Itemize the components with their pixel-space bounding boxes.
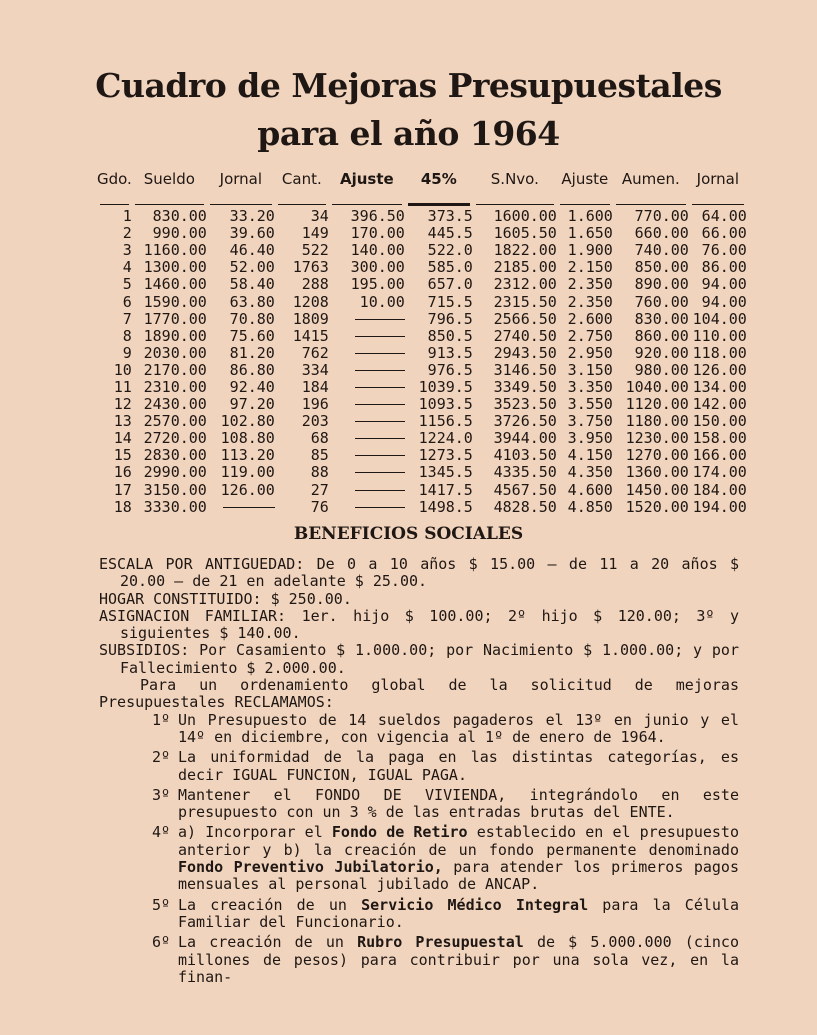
table-cell: 27 (310, 480, 329, 499)
table-cell: 102.80 (220, 412, 275, 431)
table-cell: 2.350 (567, 275, 613, 294)
table-cell: 39.60 (229, 224, 275, 243)
subsidios-paragraph: SUBSIDIOS: Por Casamiento $ 1.000.00; por Nacimiento $ 1.000.00; y por Fallecimiento $ 2.000.00. (99, 641, 739, 677)
table-cell: 1273.5 (418, 446, 473, 465)
table-cell: 1417.5 (418, 480, 473, 499)
table-cell: 3.550 (567, 395, 613, 414)
table-row (97, 328, 747, 345)
table-cell: 88 (310, 463, 329, 482)
table-body (97, 208, 747, 516)
table-row (97, 430, 747, 447)
table-cell: 3944.00 (493, 429, 557, 448)
blank-dash (355, 507, 405, 508)
text-run: La uniformidad de la paga en las distintas categorías, es decir IGUAL FUNCION, IGUAL PAGA. (178, 748, 739, 784)
table-cell: 12 (113, 395, 132, 414)
table-cell: 4.600 (567, 480, 613, 499)
table-cell (329, 499, 405, 516)
table-cell: 2.150 (567, 258, 613, 277)
table-cell: 1415 (292, 326, 329, 345)
table-cell: 980.00 (634, 360, 689, 379)
table-cell: 2.950 (567, 343, 613, 362)
blank-dash (355, 455, 405, 456)
table-cell: 10 (113, 360, 132, 379)
table-cell: 976.5 (427, 360, 473, 379)
table-row (97, 311, 747, 328)
table-cell: 2830.00 (143, 446, 207, 465)
table-cell: 1120.00 (625, 395, 689, 414)
table-cell: 63.80 (229, 292, 275, 311)
hogar-paragraph: HOGAR CONSTITUIDO: $ 250.00. (99, 589, 352, 608)
table-cell: 4567.50 (493, 480, 557, 499)
table-cell: 770.00 (634, 207, 689, 226)
table-cell: 1230.00 (625, 429, 689, 448)
table-cell (329, 396, 405, 413)
table-cell: 5 (122, 275, 132, 294)
table-cell: 850.5 (427, 326, 473, 345)
table-cell: 92.40 (229, 377, 275, 396)
table-cell: 11 (113, 377, 132, 396)
demand-text (178, 897, 739, 932)
table-cell: 715.5 (427, 292, 473, 311)
table-cell: 196 (301, 395, 329, 414)
table-cell: 170.00 (350, 224, 405, 243)
table-cell: 94.00 (701, 275, 747, 294)
table-cell: 15 (113, 446, 132, 465)
table-cell: 46.40 (229, 241, 275, 260)
table-cell: 194.00 (692, 497, 747, 516)
budget-table (97, 170, 747, 516)
table-cell: 16 (113, 463, 132, 482)
column-header: Cant. (281, 170, 322, 188)
table-cell: 3726.50 (493, 412, 557, 431)
table-cell: 373.5 (427, 207, 473, 226)
table-cell: 2740.50 (493, 326, 557, 345)
table-cell: 585.0 (427, 258, 473, 277)
emphasis-text: Servicio Médico Integral (361, 895, 589, 914)
table-cell: 1450.00 (625, 480, 689, 499)
text-run: La creación de un (178, 895, 362, 914)
table-cell (329, 430, 405, 447)
table-cell: 1590.00 (143, 292, 207, 311)
table-cell: 2.350 (567, 292, 613, 311)
table-cell: 52.00 (229, 258, 275, 277)
column-header: Ajuste (561, 170, 609, 188)
table-cell: 4 (122, 258, 132, 277)
demand-item (99, 824, 739, 893)
table-cell: 119.00 (220, 463, 275, 482)
table-cell: 18 (113, 497, 132, 516)
table-cell: 3.750 (567, 412, 613, 431)
table-cell: 3150.00 (143, 480, 207, 499)
table-cell: 166.00 (692, 446, 747, 465)
demand-text (178, 749, 739, 784)
table-cell: 1.650 (567, 224, 613, 243)
table-cell: 913.5 (427, 343, 473, 362)
table-cell: 1300.00 (143, 258, 207, 277)
table-cell: 288 (301, 275, 329, 294)
table-cell: 660.00 (634, 224, 689, 243)
blank-dash (355, 319, 405, 320)
section-title: BENEFICIOS SOCIALES (293, 524, 524, 544)
escala-paragraph: ESCALA POR ANTIGUEDAD: De 0 a 10 años $ 15.00 — de 11 a 20 años $ 20.00 — de 21 en adelante $ 25.00. (99, 555, 739, 591)
table-cell: 1093.5 (418, 395, 473, 414)
table-cell: 1.900 (567, 241, 613, 260)
table-cell (329, 482, 405, 499)
demand-number: 5º (151, 895, 170, 914)
table-cell: 1345.5 (418, 463, 473, 482)
table-cell: 113.20 (220, 446, 275, 465)
table-cell: 184.00 (692, 480, 747, 499)
column-header: Jornal (696, 170, 740, 188)
blank-dash (355, 404, 405, 405)
table-cell: 2.750 (567, 326, 613, 345)
intro-paragraph: Para un ordenamiento global de la solicitud de mejoras Presupuestales RECLAMAMOS: (99, 676, 739, 712)
table-cell: 830.00 (152, 207, 207, 226)
column-header: Jornal (219, 170, 263, 188)
table-row (97, 379, 747, 396)
emphasis-text: Fondo de Retiro (331, 823, 468, 842)
table-cell: 76.00 (701, 241, 747, 260)
column-header: Aumen. (621, 170, 680, 188)
table-cell: 522 (301, 241, 329, 260)
benefits-text (99, 556, 739, 986)
table-cell: 830.00 (634, 309, 689, 328)
table-cell: 3349.50 (493, 377, 557, 396)
demand-text (178, 787, 739, 822)
table-cell: 3.350 (567, 377, 613, 396)
table-cell: 3.150 (567, 360, 613, 379)
table-cell: 110.00 (692, 326, 747, 345)
table-cell: 75.60 (229, 326, 275, 345)
table-cell: 150.00 (692, 412, 747, 431)
table-cell: 94.00 (701, 292, 747, 311)
table-cell: 2170.00 (143, 360, 207, 379)
asignacion-paragraph: ASIGNACION FAMILIAR: 1er. hijo $ 100.00; 2º hijo $ 120.00; 3º y siguientes $ 140.00. (99, 606, 739, 643)
table-cell: 1770.00 (143, 309, 207, 328)
table-cell: 126.00 (220, 480, 275, 499)
table-cell: 2185.00 (493, 258, 557, 277)
page-subtitle: para el año 1964 (257, 114, 560, 153)
table-cell: 3330.00 (143, 497, 207, 516)
table-cell: 2 (122, 224, 132, 243)
table-cell: 1600.00 (493, 207, 557, 226)
table-cell: 1890.00 (143, 326, 207, 345)
table-cell: 4.150 (567, 446, 613, 465)
table-cell: 1 (122, 207, 132, 226)
emphasis-text: Fondo Preventivo Jubilatorio, (178, 858, 443, 877)
table-cell: 860.00 (634, 326, 689, 345)
blank-dash (355, 387, 405, 388)
table-cell: 445.5 (427, 224, 473, 243)
table-cell: 10.00 (359, 292, 405, 311)
table-cell: 76 (310, 497, 329, 516)
table-row (97, 396, 747, 413)
table-cell: 396.50 (350, 207, 405, 226)
table-cell: 1270.00 (625, 446, 689, 465)
table-row (97, 447, 747, 464)
table-cell: 850.00 (634, 258, 689, 277)
table-cell: 158.00 (692, 429, 747, 448)
table-cell: 58.40 (229, 275, 275, 294)
table-cell: 4828.50 (493, 497, 557, 516)
text-run: de $ 5.000.000 (cinco millones de pesos) para contribuir por una sola vez, en la finan- (178, 933, 739, 986)
column-header: Sueldo (143, 170, 195, 188)
blank-dash (355, 370, 405, 371)
table-cell: 149 (301, 224, 329, 243)
table-cell: 203 (301, 412, 329, 431)
blank-dash (355, 490, 405, 491)
demands-list (99, 712, 739, 986)
text-run: establecido en el presupuesto anterior y b) la creación de un fondo permanente denominado (178, 823, 739, 859)
table-cell: 2943.50 (493, 343, 557, 362)
table-cell: 33.20 (229, 207, 275, 226)
table-cell: 134.00 (692, 377, 747, 396)
table-row (97, 259, 747, 276)
table-cell: 1498.5 (418, 497, 473, 516)
table-cell: 118.00 (692, 343, 747, 362)
emphasis-text: Rubro Presupuestal (357, 933, 524, 952)
text-run: La creación de un (178, 933, 358, 952)
table-cell: 2312.00 (493, 275, 557, 294)
table-cell: 2570.00 (143, 412, 207, 431)
table-cell: 86.80 (229, 360, 275, 379)
table-cell: 1822.00 (493, 241, 557, 260)
table-row (97, 276, 747, 293)
table-cell (329, 464, 405, 481)
demand-number: 2º (151, 748, 170, 767)
column-header: S.Nvo. (490, 170, 539, 188)
table-cell: 9 (122, 343, 132, 362)
table-cell: 300.00 (350, 258, 405, 277)
table-cell (329, 328, 405, 345)
table-row (97, 345, 747, 362)
table-cell: 3146.50 (493, 360, 557, 379)
table-cell: 34 (310, 207, 329, 226)
table-cell: 1460.00 (143, 275, 207, 294)
text-run: a) Incorporar el (178, 823, 332, 842)
table-row (97, 293, 747, 310)
table-cell (329, 362, 405, 379)
table-cell: 1360.00 (625, 463, 689, 482)
table-cell: 2310.00 (143, 377, 207, 396)
table-cell: 4.350 (567, 463, 613, 482)
table-cell: 17 (113, 480, 132, 499)
table-cell: 760.00 (634, 292, 689, 311)
column-header: Ajuste (339, 170, 394, 188)
table-cell: 1.600 (567, 207, 613, 226)
table-row (97, 225, 747, 242)
table-cell: 1763 (292, 258, 329, 277)
demand-number: 4º (151, 823, 170, 842)
table-cell: 70.80 (229, 309, 275, 328)
table-cell: 657.0 (427, 275, 473, 294)
table-cell: 2566.50 (493, 309, 557, 328)
table-row (97, 482, 747, 499)
table-cell (329, 379, 405, 396)
table-cell: 2430.00 (143, 395, 207, 414)
table-cell: 184 (301, 377, 329, 396)
table-cell: 85 (310, 446, 329, 465)
table-cell: 4.850 (567, 497, 613, 516)
table-cell: 1180.00 (625, 412, 689, 431)
table-cell: 1156.5 (418, 412, 473, 431)
column-header: Gdo. (97, 170, 132, 188)
table-row (97, 499, 747, 516)
table-cell: 108.80 (220, 429, 275, 448)
blank-dash (355, 421, 405, 422)
demand-item (99, 749, 739, 784)
table-cell: 140.00 (350, 241, 405, 260)
demand-number: 3º (151, 785, 170, 804)
table-cell: 126.00 (692, 360, 747, 379)
table-cell: 1809 (292, 309, 329, 328)
blank-dash (355, 336, 405, 337)
demand-text (178, 934, 739, 986)
table-cell: 1040.00 (625, 377, 689, 396)
table-cell: 4335.50 (493, 463, 557, 482)
table-cell: 1605.50 (493, 224, 557, 243)
table-cell (329, 311, 405, 328)
text-run: para atender los primeros pagos mensuales al personal jubilado de ANCAP. (178, 858, 739, 894)
table-cell (329, 345, 405, 362)
table-cell: 104.00 (692, 309, 747, 328)
table-cell: 762 (301, 343, 329, 362)
table-cell: 13 (113, 412, 132, 431)
text-run: Mantener el FONDO DE VIVIENDA, integrándolo en este presupuesto con un 3 % de las entradas brutas del ENTE. (178, 785, 739, 822)
table-row (97, 362, 747, 379)
table-cell: 3523.50 (493, 395, 557, 414)
demand-item (99, 787, 739, 822)
text-run: para la Célula Familiar del Funcionario. (178, 895, 739, 931)
table-cell: 334 (301, 360, 329, 379)
table-cell: 890.00 (634, 275, 689, 294)
table-cell: 522.0 (427, 241, 473, 260)
table-cell: 97.20 (229, 395, 275, 414)
table-cell: 1208 (292, 292, 329, 311)
table-cell: 2720.00 (143, 429, 207, 448)
table-cell: 66.00 (701, 224, 747, 243)
table-cell: 68 (310, 429, 329, 448)
blank-dash (223, 507, 275, 508)
table-cell: 1520.00 (625, 497, 689, 516)
table-cell: 1160.00 (143, 241, 207, 260)
table-cell: 4103.50 (493, 446, 557, 465)
table-cell: 64.00 (701, 207, 747, 226)
table-cell: 2990.00 (143, 463, 207, 482)
blank-dash (355, 438, 405, 439)
table-cell: 3 (122, 241, 132, 260)
table-cell: 6 (122, 292, 132, 311)
table-cell: 920.00 (634, 343, 689, 362)
table-row (97, 208, 747, 225)
demand-text (178, 712, 739, 747)
demand-text (178, 824, 739, 893)
blank-dash (355, 353, 405, 354)
text-run: Un Presupuesto de 14 sueldos pagaderos el 13º en junio y el 14º en diciembre, con vigencia al 1º de enero de 1964. (178, 710, 739, 746)
table-cell: 7 (122, 309, 132, 328)
table-row (97, 464, 747, 481)
table-cell (329, 413, 405, 430)
demand-item (99, 712, 739, 747)
table-cell (329, 447, 405, 464)
table-row (97, 413, 747, 430)
table-cell: 8 (122, 326, 132, 345)
table-cell: 2.600 (567, 309, 613, 328)
table-cell: 740.00 (634, 241, 689, 260)
demand-number: 1º (151, 710, 170, 729)
table-cell: 81.20 (229, 343, 275, 362)
blank-dash (355, 472, 405, 473)
table-header-row (97, 170, 747, 200)
table-cell: 2030.00 (143, 343, 207, 362)
table-cell: 142.00 (692, 395, 747, 414)
table-cell: 990.00 (152, 224, 207, 243)
demand-item (99, 934, 739, 986)
table-cell: 195.00 (350, 275, 405, 294)
demand-item (99, 897, 739, 932)
demand-number: 6º (151, 933, 170, 952)
table-cell: 796.5 (427, 309, 473, 328)
table-cell: 1039.5 (418, 377, 473, 396)
table-cell: 2315.50 (493, 292, 557, 311)
table-cell: 86.00 (701, 258, 747, 277)
table-cell: 3.950 (567, 429, 613, 448)
page-title: Cuadro de Mejoras Presupuestales (95, 66, 722, 105)
column-header: 45% (420, 170, 457, 188)
table-row (97, 242, 747, 259)
table-cell (207, 499, 275, 516)
table-cell: 14 (113, 429, 132, 448)
table-cell: 174.00 (692, 463, 747, 482)
table-cell: 1224.0 (418, 429, 473, 448)
